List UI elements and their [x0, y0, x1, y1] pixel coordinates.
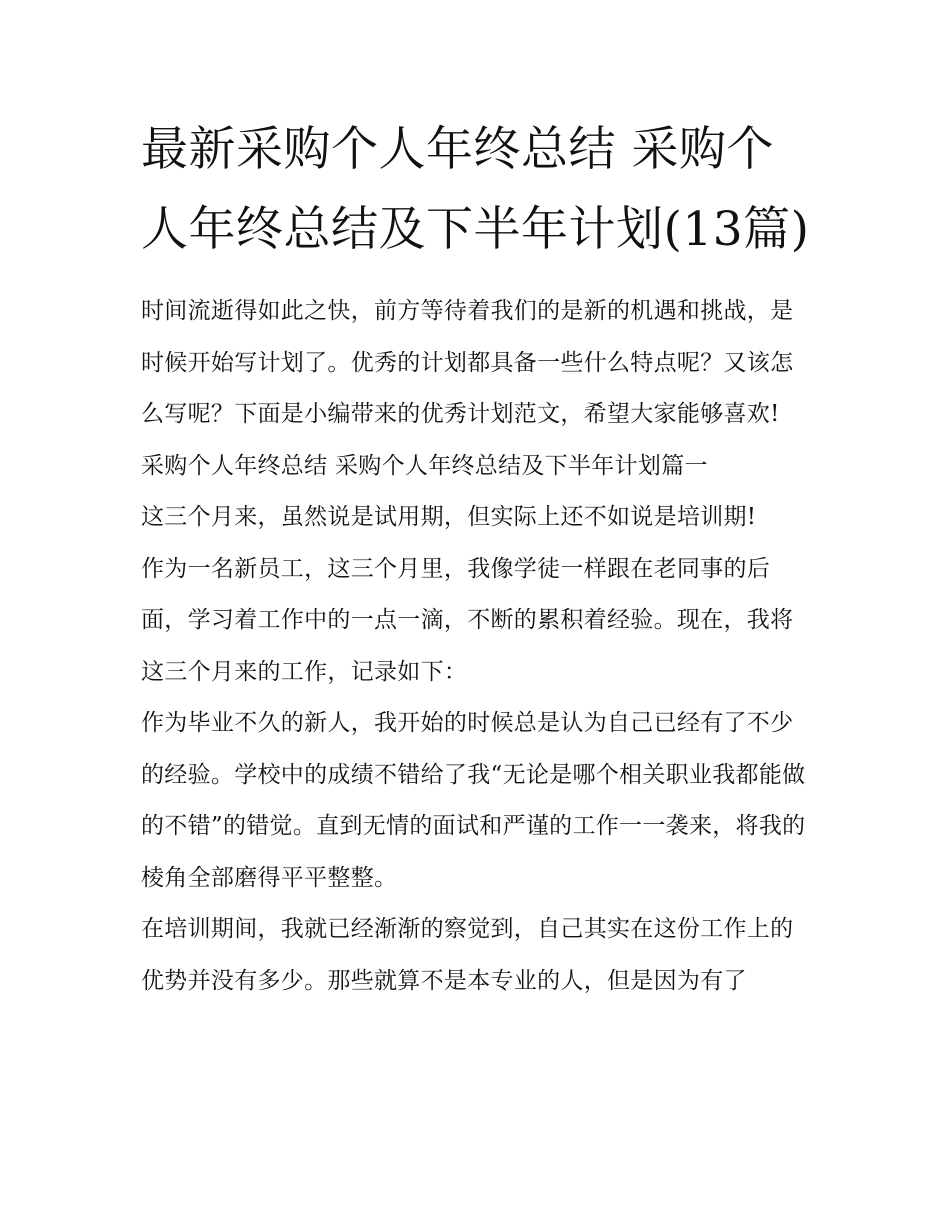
section-heading: 采购个人年终总结 采购个人年终总结及下半年计划篇一 [141, 452, 708, 479]
body-paragraph: 作为一名新员工，这三个月里，我像学徒一样跟在老同事的后面，学习着工作中的一点一滴，不断的累积着经验。现在，我将这三个月来的工作，记录如下： [141, 555, 794, 685]
body-paragraph: 这三个月来，虽然说是试用期，但实际上还不如说是培训期! [141, 504, 757, 530]
body-paragraph: 作为毕业不久的新人，我开始的时候总是认为自己已经有了不少的经验。学校中的成绩不错给了我“无论是哪个相关职业我都能做的不错”的错觉。直到无情的面试和严谨的工作一一袭来，将我的棱角全部磨得平平整整。 [141, 710, 806, 891]
body-paragraph: 在培训期间，我就已经渐渐的察觉到，自己其实在这份工作上的优势并没有多少。那些就算不是本专业的人，但是因为有了 [141, 916, 794, 994]
document-title: 最新采购个人年终总结 采购个人年终总结及下半年计划(13篇) [141, 122, 810, 257]
document-body [141, 286, 813, 1007]
document-content [141, 110, 813, 1007]
intro-paragraph: 时间流逝得如此之快，前方等待着我们的是新的机遇和挑战，是时候开始写计划了。优秀的计划都具备一些什么特点呢？又该怎么写呢？下面是小编带来的优秀计划范文，希望大家能够喜欢! [141, 298, 794, 427]
